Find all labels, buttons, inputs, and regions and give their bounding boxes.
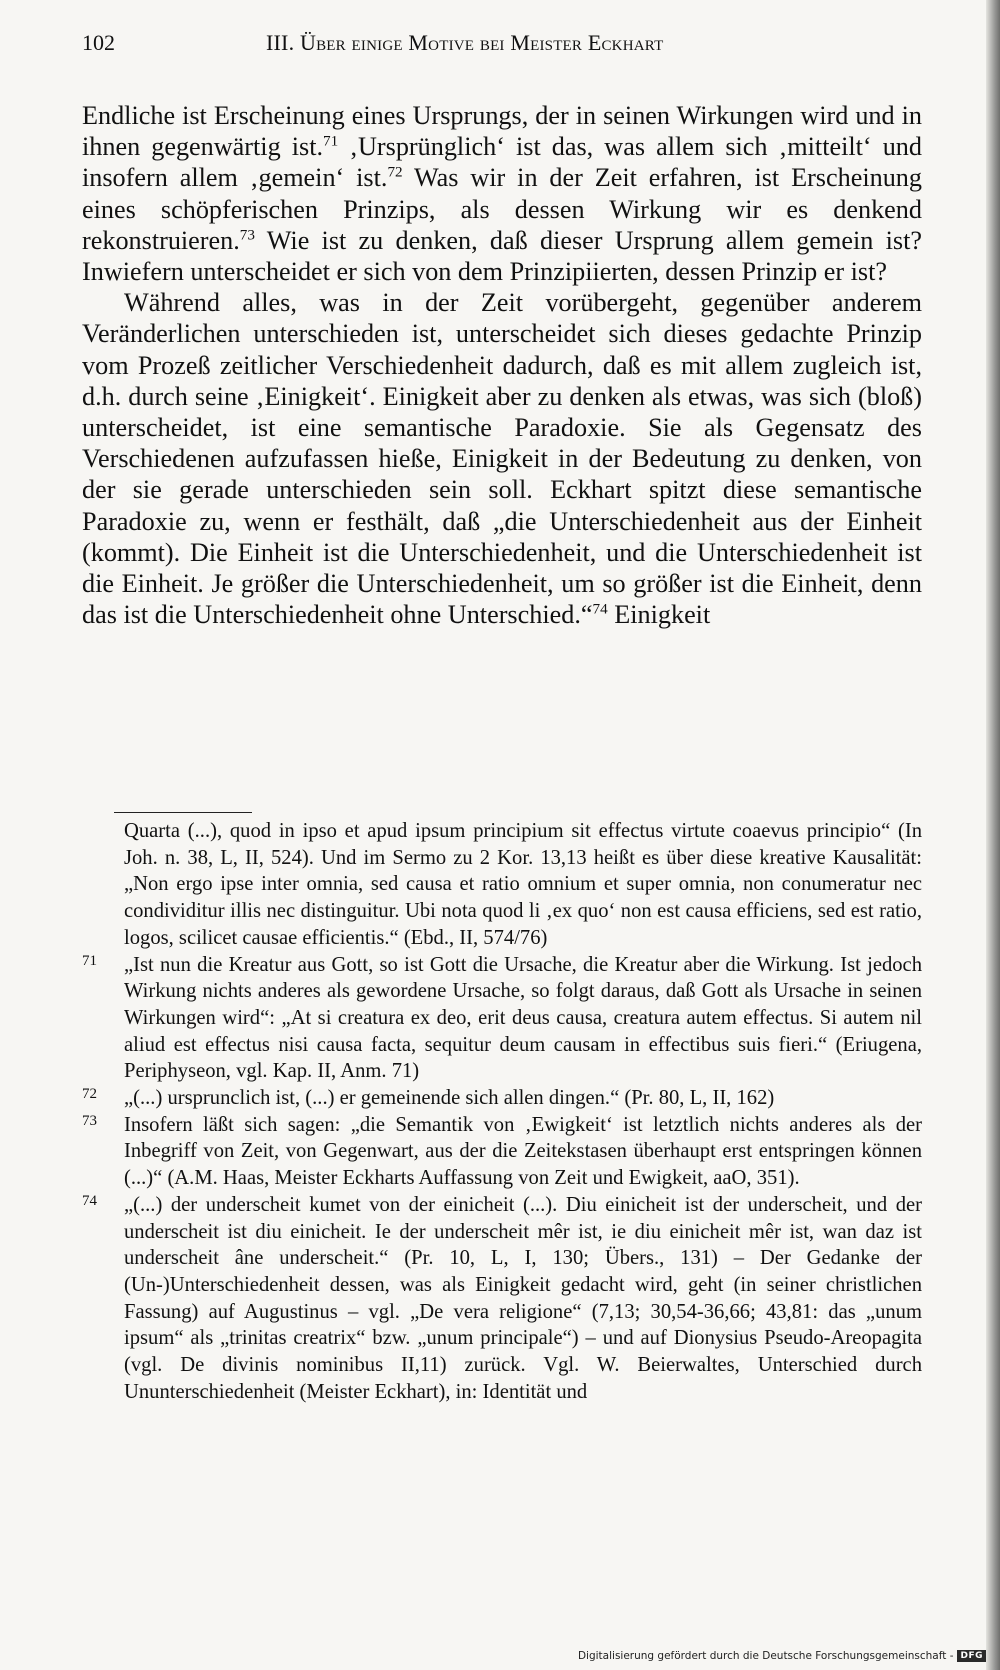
footnote-number: 73 [82,1112,97,1129]
footnote-number: 74 [82,1192,97,1209]
footnote-number: 72 [82,1086,97,1103]
funding-note: Digitalisierung gefördert durch die Deutsche Forschungsgemeinschaft - [577,1650,954,1662]
footnote-ref[interactable]: 71 [323,132,339,150]
footnote: 71 „Ist nun die Kreatur aus Gott, so ist Gott die Ursache, die Kreatur aber die Wirkung. Ist jedoch Wirkung nichts anderes als gewordene Ursache, so folgt daraus, daß Gott als Ursache in seinen Wirkungen wird“: „At si creatura ex deo, erit deus causa, creatura autem effectus. Si autem nil aliud est effectus nisi causa facta, sequitur deum causam in effectibus suis fieri.“ (Eriugena, Periphyseon, vgl. Kap. II, Anm. 71) [82,952,922,1086]
page-number: 102 [82,30,115,55]
page-edge-shadow [986,0,1000,1670]
footnote-number: 71 [82,952,97,969]
footnote-ref[interactable]: 72 [387,164,403,181]
paragraph: Endliche ist Erscheinung eines Ursprungs, der in seinen Wirkungen wird und in ihnen gegenwärtig ist.$^{71}$ ‚Ursprünglich‘ ist das, was allem sich ‚mitteilt‘ und insofern allem ‚gemein‘ ist.$^{72}$ Was wir in der Zeit erfahren, ist Erscheinung eines schöpferischen Prinzips, als dessen Wirkung wir es denkend rekonstruieren.$^{73}$ Wie ist zu denken, daß dieser Ursprung allem gemein ist? Inwiefern unterscheidet er sich von dem Prinzipiierten, dessen Prinzip er ist? [82,101,922,287]
dfg-logo: DFG [957,1650,986,1662]
digitization-footer [578,1650,986,1662]
footnote-ref[interactable]: 73 [239,226,255,244]
main-text [82,100,922,630]
paragraph: Während alles, was in der Zeit vorübergeht, gegenüber anderem Veränderlichen unterschieden ist, unterscheidet sich dieses gedachte Prinzip vom Prozeß zeitlicher Verschiedenheit dadurch, daß es mit allem zugleich ist, d.h. durch seine ‚Einigkeit‘. Einigkeit aber zu denken als etwas, was sich (bloß) unterscheidet, ist eine semantische Paradoxie. Sie als Gegensatz des Verschiedenen aufzufassen hieße, Einigkeit in der Bedeutung zu denken, von der sie gerade unterschieden sein soll. Eckhart spitzt diese semantische Paradoxie zu, wenn er festhält, daß „die Unterschiedenheit aus der Einheit (kommt). Die Einheit ist die Unterschiedenheit, und die Unterschiedenheit ist die Einheit. Je größer die Unterschiedenheit, um so größer ist die Einheit, denn das ist die Unterschiedenheit ohne Unterschied.“$^{74}$ Einigkeit [82,288,922,630]
footnote: 73 Insofern läßt sich sagen: „die Semantik von ‚Ewigkeit‘ ist letztlich nichts anderes als der Inbegriff von Zeit, von Gegenwart, aus der die Zeitekstasen überhaupt erst entspringen können (...)“ (A.M. Haas, Meister Eckharts Auffassung von Zeit und Ewigkeit, aaO, 351). [82,1112,922,1192]
footnote: 72 „(...) ursprunclich ist, (...) er gemeinende sich allen dingen.“ (Pr. 80, L, II, 162) [82,1085,922,1112]
footnote-continuation: Quarta (...), quod in ipso et apud ipsum principium sit effectus virtute coaevus principio“ (In Joh. n. 38, L, II, 524). Und im Sermo zu 2 Kor. 13,13 heißt es über diese kreative Kausalität: „Non ergo ipse inter omnia, sed causa et ratio omnium et super omnia, non conumeratur nec condividitur illis nec distinguitur. Ubi nota quod li ‚ex quo‘ non est causa efficiens, sed est ratio, logos, scilicet causae efficientis.“ (Ebd., II, 574/76) [124,820,922,949]
footnotes [82,818,922,1405]
footnote-separator [114,812,252,813]
footnote-ref[interactable]: 74 [592,600,608,618]
running-title: III. Über einige Motive bei Meister Eckhart [266,30,664,55]
running-header [82,30,922,64]
footnote: 74 „(...) der underscheit kumet von der einicheit (...). Diu einicheit ist der underscheit, und der underscheit ist diu einicheit. Ie der underscheit mêr ist, ie diu einicheit mêr ist, wan daz ist underscheit âne underscheit.“ (Pr. 10, L, I, 130; Übers., 131) – Der Gedanke der (Un-)Unterschiedenheit dessen, was als Einigkeit gedacht wird, geht (in seiner christlichen Fassung) auf Augustinus – vgl. „De vera religione“ (7,13; 30,54-36,66; 43,81: das „unum ipsum“ als „trinitas creatrix“ bzw. „unum principale“) – und auf Dionysius Pseudo-Areopagita (vgl. De divinis nominibus II,11) zurück. Vgl. W. Beierwaltes, Unterschied durch Ununterschiedenheit (Meister Eckhart), in: Identität und [82,1192,922,1406]
